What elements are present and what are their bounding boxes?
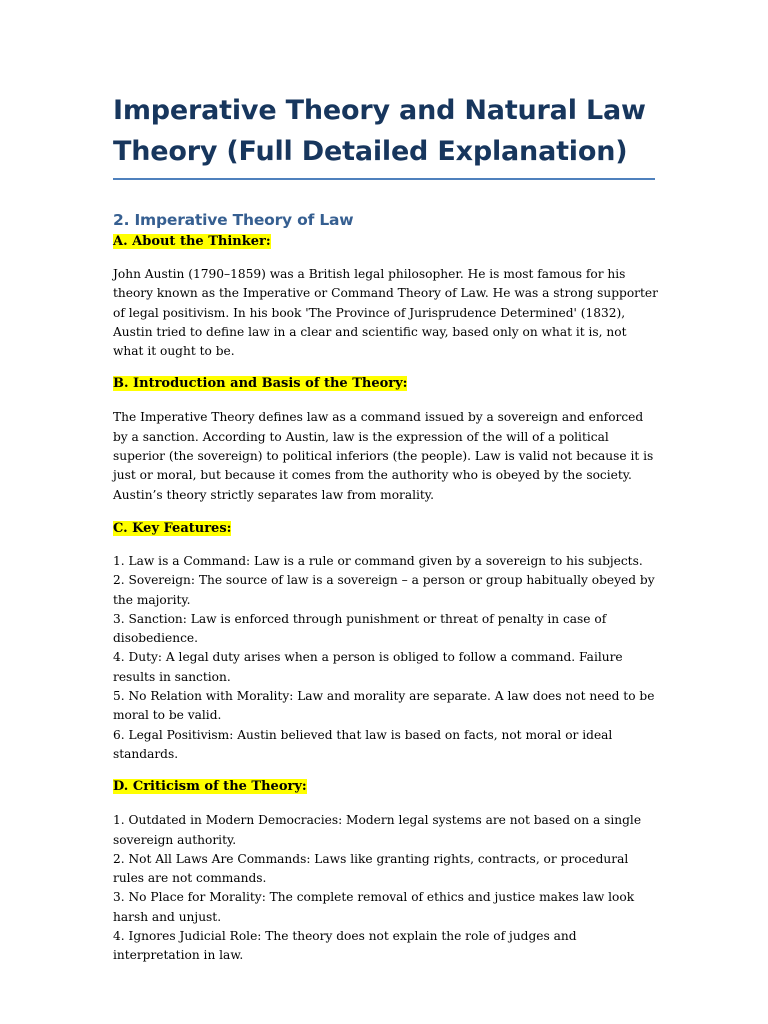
features-heading-text: C. Key Features: bbox=[113, 520, 232, 536]
list-item: 2. Not All Laws Are Commands: Laws like granting rights, contracts, or procedural rules are not commands. bbox=[113, 851, 629, 886]
intro-paragraph: The Imperative Theory defines law as a command issued by a sovereign and enforced by a sanction. According to Austin, law is the expression of the will of a political superior (the sovereign) to political inferiors (the people). Law is valid not because it is just or moral, but because it comes from the authority who is obeyed by the society. Austin’s theory strictly separates law from morality. bbox=[113, 410, 654, 502]
list-item: 3. Sanction: Law is enforced through punishment or threat of penalty in case of disobedience. bbox=[113, 611, 607, 646]
list-item: 5. No Relation with Morality: Law and morality are separate. A law does not need to be moral to be valid. bbox=[113, 689, 655, 723]
document-title: Imperative Theory and Natural Law Theory (Full Detailed Explanation) bbox=[113, 95, 646, 167]
about-heading-text: A. About the Thinker: bbox=[113, 234, 271, 249]
features-heading bbox=[113, 520, 658, 538]
intro-heading-text: B. Introduction and Basis of the Theory: bbox=[113, 376, 408, 392]
list-item: 3. No Place for Morality: The complete removal of ethics and justice makes law look harsh and unjust. bbox=[113, 890, 635, 924]
features-list bbox=[113, 552, 658, 764]
title-underline bbox=[113, 178, 655, 180]
intro-heading bbox=[113, 375, 658, 393]
about-heading bbox=[113, 233, 658, 251]
about-paragraph: John Austin (1790–1859) was a British legal philosopher. He is most famous for his theory known as the Imperative or Command Theory of Law. He was a strong supporter of legal positivism. In his book 'The Province of Jurisprudence Determined' (1832), Austin tried to define law in a clear and scientific way, based only on what it is, not what it ought to be. bbox=[113, 267, 658, 359]
section-heading: 2. Imperative Theory of Law bbox=[113, 211, 354, 229]
list-item: 1. Law is a Command: Law is a rule or command given by a sovereign to his subjects. bbox=[113, 553, 643, 568]
document-page bbox=[113, 90, 658, 966]
list-item: 4. Ignores Judicial Role: The theory does not explain the role of judges and interpretation in law. bbox=[113, 929, 577, 963]
list-item: 6. Legal Positivism: Austin believed that law is based on facts, not moral or ideal standards. bbox=[113, 727, 613, 761]
list-item: 2. Sovereign: The source of law is a sovereign – a person or group habitually obeyed by the majority. bbox=[113, 573, 655, 607]
criticism-heading-text: D. Criticism of the Theory: bbox=[113, 779, 307, 795]
list-item: 1. Outdated in Modern Democracies: Modern legal systems are not based on a single sovereign authority. bbox=[113, 813, 642, 847]
criticism-list bbox=[113, 811, 658, 965]
list-item: 4. Duty: A legal duty arises when a person is obliged to follow a command. Failure results in sanction. bbox=[113, 650, 623, 684]
criticism-heading bbox=[113, 778, 658, 796]
